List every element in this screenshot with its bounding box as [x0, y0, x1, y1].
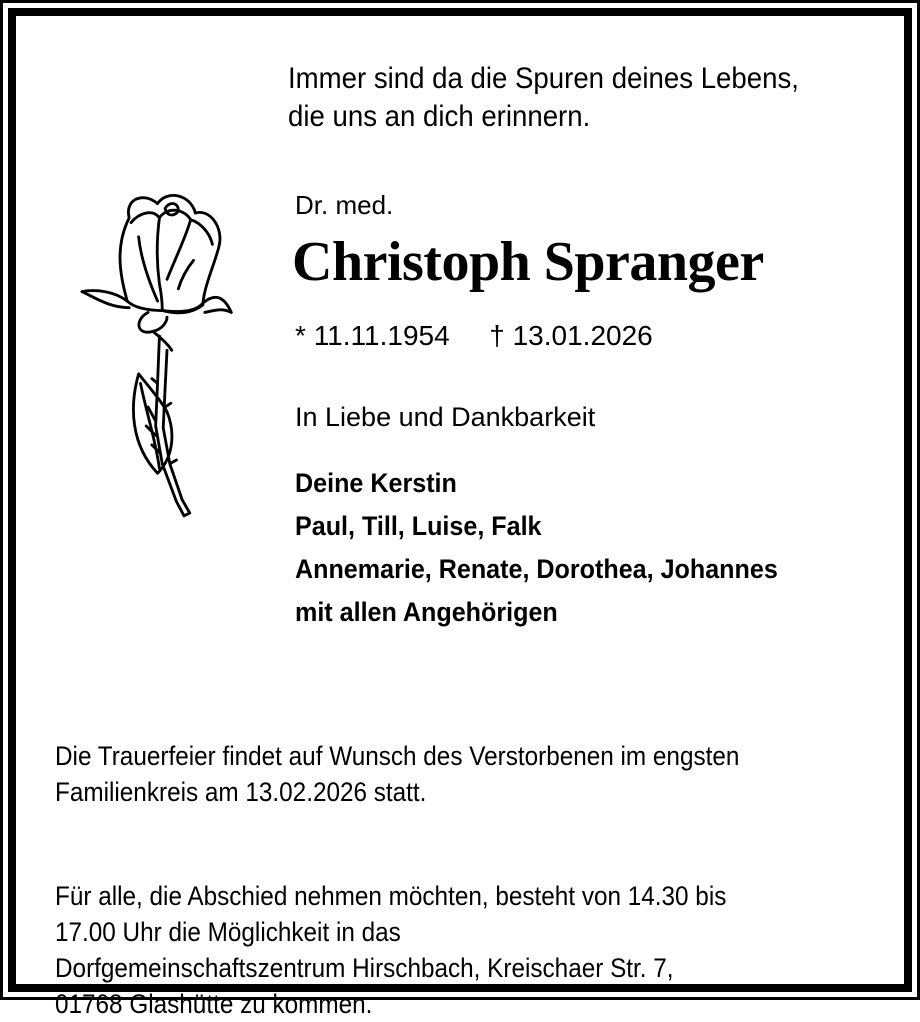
info-line: Für alle, die Abschied nehmen möchten, besteht von 14.30 bis	[55, 881, 727, 911]
farewell-paragraph	[55, 878, 739, 1022]
birth-symbol: *	[295, 320, 306, 351]
death-date: 13.01.2026	[512, 320, 653, 351]
funeral-info	[55, 704, 739, 1022]
motto-line: die uns an dich erinnern.	[288, 100, 591, 133]
academic-title: Dr. med.	[295, 190, 394, 220]
info-line: 01768 Glashütte zu kommen.	[55, 989, 373, 1019]
mourners-list	[295, 462, 778, 634]
rose-icon	[72, 180, 262, 530]
mourner-line: Deine Kerstin	[295, 468, 457, 498]
info-line: Dorfgemeinschaftszentrum Hirschbach, Kreischaer Str. 7,	[55, 953, 674, 983]
motto	[288, 60, 799, 136]
info-line: 17.00 Uhr die Möglichkeit in das	[55, 917, 401, 947]
life-dates	[295, 320, 653, 352]
birth-date: 11.11.1954	[313, 320, 450, 351]
dedication: In Liebe und Dankbarkeit	[295, 402, 596, 432]
motto-line: Immer sind da die Spuren deines Lebens,	[288, 62, 799, 95]
mourner-line: mit allen Angehörigen	[295, 597, 558, 627]
info-line: Familienkreis am 13.02.2026 statt.	[55, 777, 427, 807]
mourner-line: Annemarie, Renate, Dorothea, Johannes	[295, 554, 778, 584]
deceased-name: Christoph Spranger	[292, 231, 764, 293]
info-line: Die Trauerfeier findet auf Wunsch des Verstorbenen im engsten	[55, 741, 740, 771]
cross-icon: †	[489, 320, 505, 351]
mourner-line: Paul, Till, Luise, Falk	[295, 511, 542, 541]
